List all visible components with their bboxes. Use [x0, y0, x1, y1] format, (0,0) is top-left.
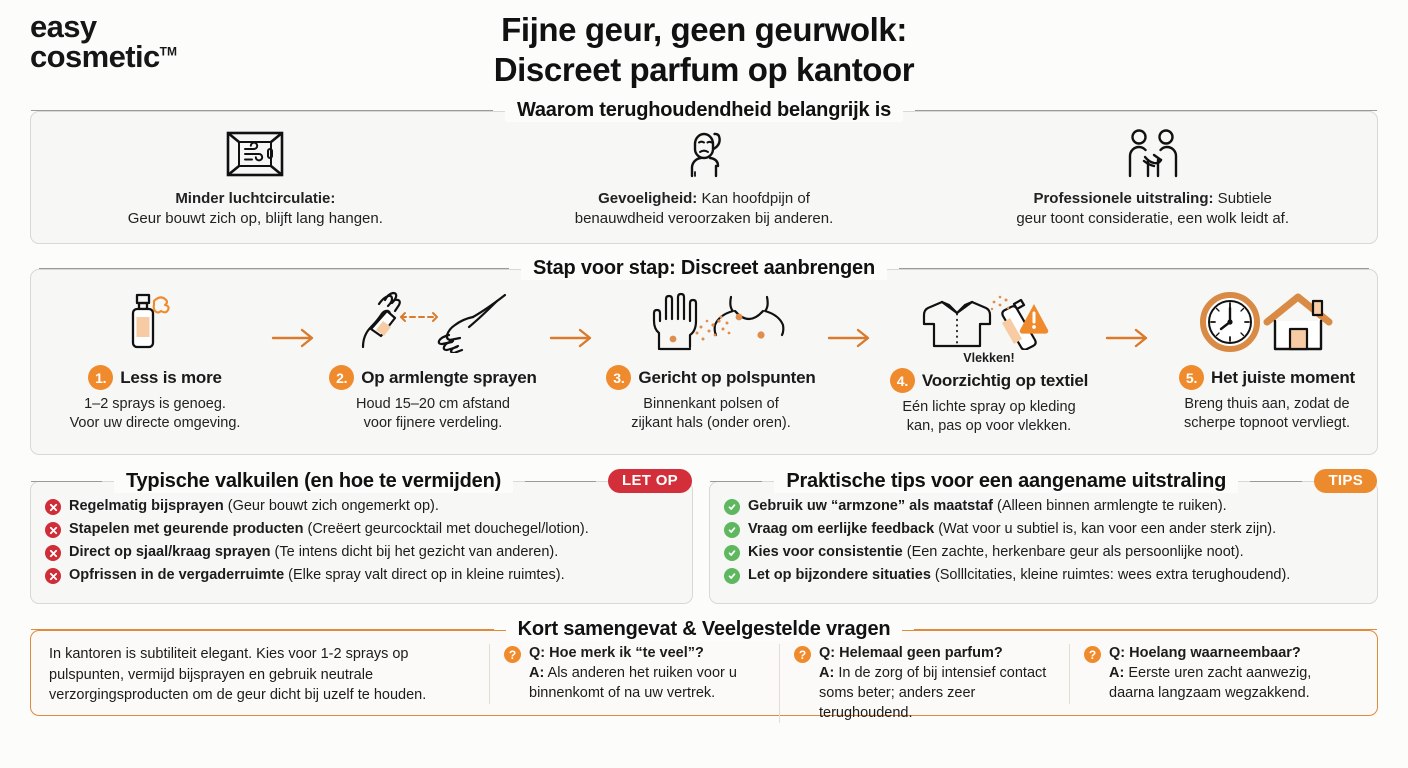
pitfalls-tips-row	[30, 469, 1378, 604]
list-item	[724, 565, 1361, 586]
list-item	[724, 496, 1361, 517]
why-item-bold: Minder luchtcirculatie:	[175, 190, 336, 208]
why-item-uitstraling	[928, 126, 1377, 229]
step-title-text: Gericht op polspunten	[638, 367, 816, 387]
step-arrow-4	[1105, 328, 1151, 396]
step-description: Houd 15–20 cm afstand voor fijnere verdeling.	[356, 396, 510, 431]
steps-section-header	[31, 257, 1377, 280]
why-item-luchtcirculatie	[31, 126, 480, 229]
step-arrow-1	[271, 328, 317, 396]
rule-left	[31, 110, 493, 111]
headache-person-icon	[494, 126, 915, 178]
list-item-text: Let op bijzondere situaties (Solllcitaties, kleine ruimtes: wees extra terughoudend).	[748, 567, 1291, 584]
step-number-badge: 3.	[606, 365, 631, 390]
stain-warning-label: Vlekken!	[963, 351, 1015, 366]
step-title	[317, 365, 549, 390]
handshake-icon	[942, 126, 1363, 178]
faq-item-1	[489, 644, 779, 704]
faq-item-2	[779, 644, 1069, 723]
list-item	[45, 519, 676, 540]
faq-body	[819, 644, 1069, 723]
cross-icon	[45, 499, 61, 515]
list-item-text: Kies voor consistentie (Een zachte, herkenbare geur als persoonlijke noot).	[748, 544, 1244, 561]
tips-list	[710, 482, 1377, 587]
step-number-badge: 4.	[890, 368, 915, 393]
pitfalls-section	[30, 469, 693, 604]
question-mark-icon: ?	[504, 646, 521, 663]
check-icon	[724, 499, 740, 515]
page-title-line-2: Discreet parfum op kantoor	[493, 51, 915, 89]
tips-badge: TIPS	[1314, 469, 1377, 493]
check-icon	[724, 545, 740, 561]
why-item-text: Professionele uitstraling: Subtiele geur toont consideratie, een wolk leidt af.	[1016, 190, 1290, 227]
step-3	[595, 291, 827, 433]
cross-icon	[45, 522, 61, 538]
brand-line-1: easy	[30, 9, 97, 44]
step-title	[873, 368, 1105, 393]
step-number-badge: 5.	[1179, 365, 1204, 390]
step-number-badge: 2.	[329, 365, 354, 390]
why-item-bold: Gevoeligheid:	[598, 190, 698, 208]
let-op-badge: LET OP	[608, 469, 692, 493]
question-mark-icon: ?	[794, 646, 811, 663]
brand-logo	[30, 9, 177, 75]
question-mark-icon: ?	[1084, 646, 1101, 663]
rule-right	[914, 629, 1377, 630]
step-arrow-3	[827, 328, 873, 396]
brand-line-2: cosmetic™	[30, 39, 177, 75]
faq-answer: A: Eerste uren zacht aanwezig, daarna langzaam wegzakkend.	[1109, 664, 1312, 701]
shirt-stain-warning-icon	[914, 288, 1064, 350]
faq-body	[529, 644, 737, 704]
step-title-text: Voorzichtig op textiel	[921, 370, 1089, 390]
step-description: 1–2 sprays is genoeg. Voor uw directe omgeving.	[69, 396, 241, 431]
list-item-text: Vraag om eerlijke feedback (Wat voor u subtiel is, kan voor een ander sterk zijn).	[748, 521, 1277, 538]
step-description: Breng thuis aan, zodat de scherpe topnoot vervliegt.	[1183, 396, 1351, 431]
wrist-neck-pulsepoints-icon	[595, 291, 827, 353]
list-item	[45, 542, 676, 563]
clock-house-icon	[1151, 291, 1383, 353]
why-item-bold: Professionele uitstraling:	[1033, 190, 1214, 208]
summary-section	[30, 618, 1378, 721]
list-item-text: Regelmatig bijsprayen (Geur bouwt zich ongemerkt op).	[69, 498, 439, 514]
why-item-gevoeligheid	[480, 126, 929, 229]
steps-section-title: Stap voor stap: Discreet aanbrengen	[521, 257, 887, 280]
list-item	[45, 565, 676, 586]
pitfalls-section-title: Typische valkuilen (en hoe te vermijden)	[114, 470, 513, 493]
why-item-text: Gevoeligheid: Kan hoofdpijn of benauwdheid veroorzaken bij anderen.	[574, 190, 834, 227]
why-section	[30, 99, 1378, 244]
why-item-text	[45, 189, 466, 229]
step-title	[595, 365, 827, 390]
list-item-text: Gebruik uw “armzone” als maatstaf (Alleen binnen armlengte te ruiken).	[748, 498, 1227, 514]
step-title-text: Op armlengte sprayen	[361, 367, 537, 387]
faq-item-3	[1069, 644, 1359, 704]
why-section-title: Waarom terughoudendheid belangrijk is	[505, 99, 903, 122]
pitfalls-list	[31, 482, 692, 587]
step-title-text: Het juiste moment	[1211, 367, 1355, 387]
summary-paragraph: In kantoren is subtiliteit elegant. Kies voor 1-2 sprays op pulspunten, vermijd bijsprayen en gebruik neutrale verzorgingsproducten om de geur dicht bij uzelf te houden.	[49, 646, 427, 704]
step-5	[1151, 291, 1383, 433]
faq-answer: A: In de zorg of bij intensief contact soms beter; anders zeer terughoudend.	[819, 664, 1047, 721]
summary-section-title: Kort samengevat & Veelgestelde vragen	[506, 618, 903, 641]
why-item-line2: geur toont consideratie, een wolk leidt af.	[1016, 210, 1290, 227]
faq-question: Q: Hoelang waarneembaar?	[1109, 645, 1301, 661]
list-item	[45, 496, 676, 517]
trademark-mark: TM	[159, 45, 177, 60]
list-item-text: Direct op sjaal/kraag sprayen (Te intens dicht bij het gezicht van anderen).	[69, 544, 559, 561]
list-item	[724, 519, 1361, 540]
arm-distance-spray-icon	[317, 291, 549, 353]
step-title	[1151, 365, 1383, 390]
tips-section-title: Praktische tips voor een aangename uitstraling	[774, 470, 1238, 493]
check-icon	[724, 522, 740, 538]
step-2	[317, 291, 549, 433]
step-arrow-2	[549, 328, 595, 396]
tips-section	[709, 469, 1378, 604]
header	[30, 0, 1378, 104]
faq-question: Q: Hoe merk ik “te veel”?	[529, 645, 704, 661]
step-title-text: Less is more	[120, 367, 222, 387]
step-4	[873, 288, 1105, 436]
check-icon	[724, 568, 740, 584]
rule-right	[915, 110, 1377, 111]
cross-icon	[45, 568, 61, 584]
step-description: Binnenkant polsen of zijkant hals (onder oren).	[631, 396, 791, 431]
faq-body	[1109, 644, 1311, 704]
page-title-line-1: Fijne geur, geen geurwolk:	[501, 11, 907, 48]
why-item-line2: Geur bouwt zich op, blijft lang hangen.	[127, 210, 383, 227]
perfume-bottle-spray-icon	[39, 291, 271, 353]
cross-icon	[45, 545, 61, 561]
step-title	[39, 365, 271, 390]
faq-answer: A: Als anderen het ruiken voor u binnenkomt of na uw vertrek.	[529, 664, 737, 701]
rule-left	[31, 629, 494, 630]
page-title	[30, 0, 1378, 91]
summary-section-header	[31, 618, 1377, 641]
step-description: Eén lichte spray op kleding kan, pas op voor vlekken.	[902, 399, 1076, 434]
list-item-text: Stapelen met geurende producten (Creëert geurcocktail met douchegel/lotion).	[69, 521, 589, 538]
step-number-badge: 1.	[88, 365, 113, 390]
window-airflow-icon	[45, 126, 466, 178]
step-1	[39, 291, 271, 433]
list-item-text: Opfrissen in de vergaderruimte (Elke spray valt direct op in kleine ruimtes).	[69, 567, 565, 584]
why-item-line2: benauwdheid veroorzaken bij anderen.	[574, 210, 834, 227]
rule-left	[39, 268, 509, 269]
list-item	[724, 542, 1361, 563]
faq-question: Q: Helemaal geen parfum?	[819, 645, 1003, 661]
rule-right	[899, 268, 1369, 269]
steps-section	[30, 257, 1378, 455]
